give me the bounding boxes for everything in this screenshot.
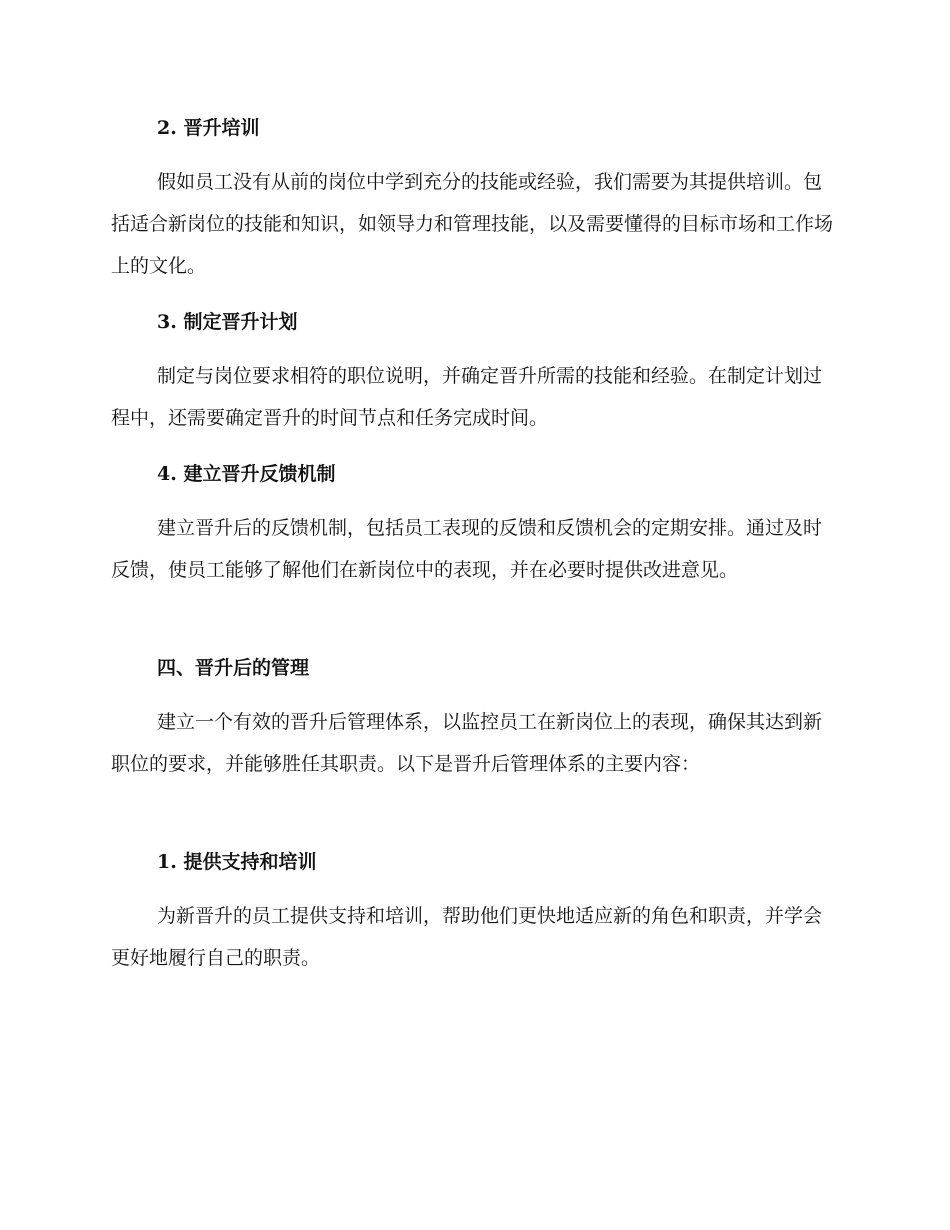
- paragraph-promotion-training: 假如员工没有从前的岗位中学到充分的技能或经验，我们需要为其提供培训。包括适合新岗位的技能和知识，如领导力和管理技能，以及需要懂得的目标市场和工作场上的文化。: [111, 171, 834, 277]
- paragraph-feedback-mechanism: 建立晋升后的反馈机制，包括员工表现的反馈和反馈机会的定期安排。通过及时反馈，使员工能够了解他们在新岗位中的表现，并在必要时提供改进意见。: [111, 517, 823, 581]
- section-heading-promotion-plan: 3. 制定晋升计划: [157, 311, 298, 333]
- section-heading-post-promotion-management: 四、晋升后的管理: [157, 657, 310, 679]
- section-heading-feedback-mechanism: 4. 建立晋升反馈机制: [157, 463, 336, 485]
- section-heading-promotion-training: 2. 晋升培训: [157, 117, 260, 139]
- paragraph-support-training: 为新晋升的员工提供支持和培训，帮助他们更快地适应新的角色和职责，并学会更好地履行自己的职责。: [111, 905, 823, 969]
- section-heading-support-training: 1. 提供支持和培训: [157, 851, 317, 873]
- paragraph-post-promotion-management: 建立一个有效的晋升后管理体系，以监控员工在新岗位上的表现，确保其达到新职位的要求，并能够胜任其职责。以下是晋升后管理体系的主要内容：: [111, 711, 823, 775]
- paragraph-promotion-plan: 制定与岗位要求相符的职位说明，并确定晋升所需的技能和经验。在制定计划过程中，还需要确定晋升的时间节点和任务完成时间。: [111, 365, 823, 429]
